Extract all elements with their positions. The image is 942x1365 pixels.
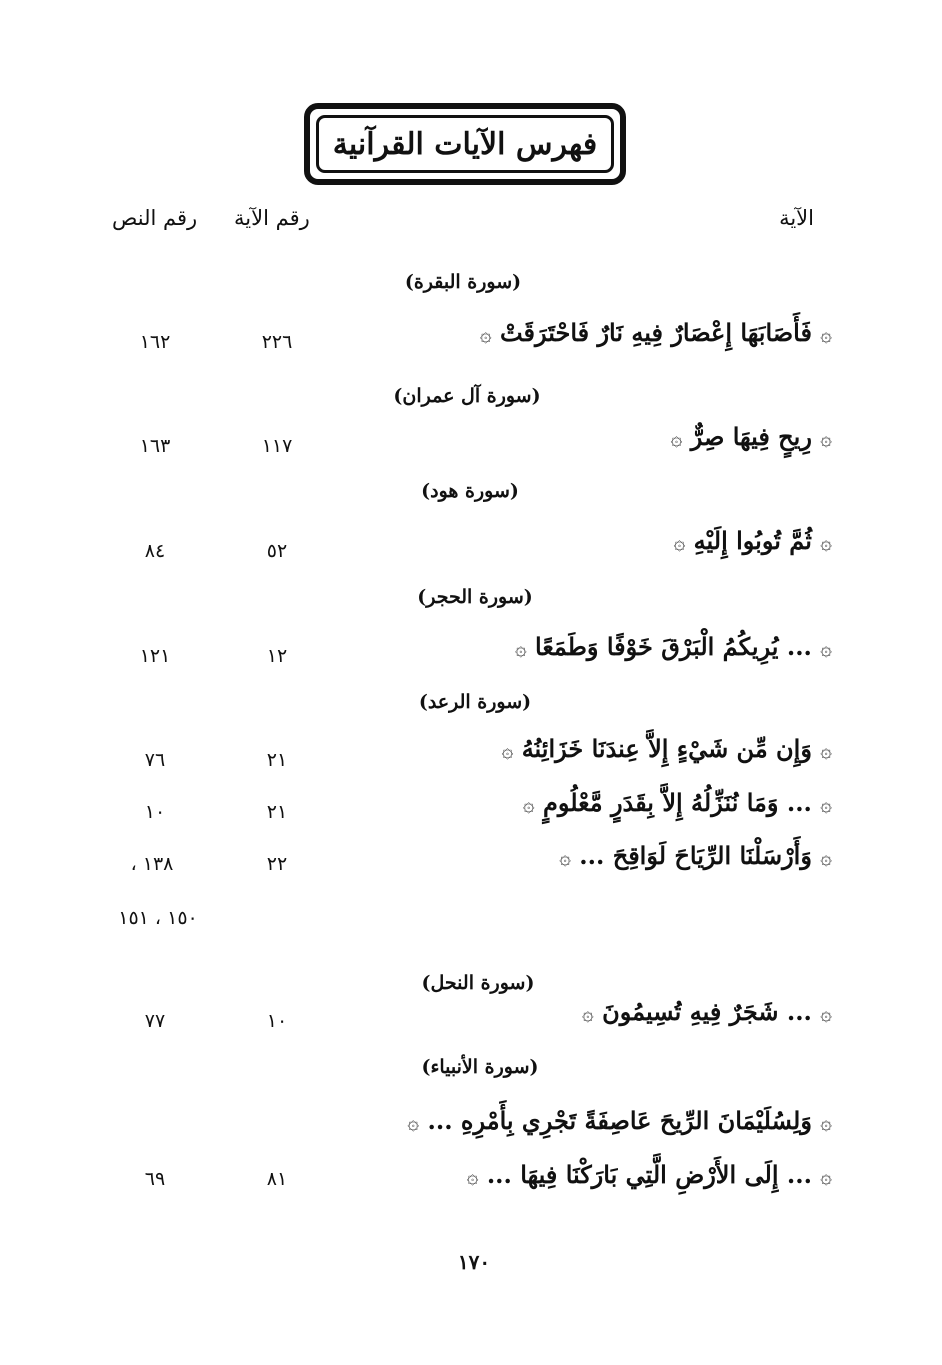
verse-line xyxy=(582,997,832,1026)
verse-line xyxy=(480,318,832,347)
verse-line xyxy=(674,526,832,555)
ornament-close-icon: ۞ xyxy=(501,738,514,762)
ayah-number: ١٢ xyxy=(266,645,288,667)
ornament-open-icon: ۞ xyxy=(820,1164,832,1188)
text-number: ١٦٢ xyxy=(139,331,171,353)
header-ayah-number: رقم الآية xyxy=(234,206,310,230)
verse-text: وَلِسُلَيْمَانَ الرِّيحَ عَاصِفَةً تَجْرِي بِأَمْرِهِ ... xyxy=(427,1106,812,1135)
ornament-open-icon: ۞ xyxy=(820,322,832,346)
ornament-close-icon: ۞ xyxy=(522,792,535,816)
verse-line xyxy=(515,632,832,661)
ornament-open-icon: ۞ xyxy=(820,1110,832,1134)
ornament-close-icon: ۞ xyxy=(582,1001,594,1025)
text-number: ١٢١ xyxy=(139,645,171,667)
surah-heading: (سورة البقرة) xyxy=(404,271,522,293)
ayah-number: ٨١ xyxy=(266,1168,288,1190)
verse-text: ثُمَّ تُوبُوا إِلَيْهِ xyxy=(693,526,812,555)
verse-text: ... شَجَرٌ فِيهِ تُسِيمُونَ xyxy=(602,997,812,1026)
verse-line xyxy=(523,788,832,817)
surah-heading: (سورة النحل) xyxy=(421,972,535,994)
text-number-continued: ١٥٠ ، ١٥١ xyxy=(118,907,198,929)
ornament-close-icon: ۞ xyxy=(514,636,527,660)
ornament-close-icon: ۞ xyxy=(559,845,571,869)
text-number: ٨٤ xyxy=(144,540,166,562)
text-number: ٧٧ xyxy=(144,1010,166,1032)
ayah-number: ٥٢ xyxy=(266,540,288,562)
ornament-close-icon: ۞ xyxy=(670,426,683,450)
ornament-open-icon: ۞ xyxy=(820,636,832,660)
ayah-number: ١٠ xyxy=(266,1010,288,1032)
ayah-number: ٢٢ xyxy=(266,853,288,875)
verse-line xyxy=(671,422,832,451)
text-number: ١٣٨ ، xyxy=(130,853,174,875)
verse-line xyxy=(502,734,832,763)
verse-line xyxy=(559,841,832,870)
ornament-close-icon: ۞ xyxy=(466,1164,479,1188)
verse-text: رِيحٍ فِيهَا صِرٌّ xyxy=(690,422,812,451)
ayah-number: ٢١ xyxy=(266,801,288,823)
text-number: ١٦٣ xyxy=(139,435,171,457)
surah-heading: (سورة الحجر) xyxy=(417,586,533,608)
ornament-open-icon: ۞ xyxy=(820,530,832,554)
ayah-number: ٢٢٦ xyxy=(261,331,293,353)
ornament-open-icon: ۞ xyxy=(820,738,832,762)
ornament-open-icon: ۞ xyxy=(820,426,832,450)
verse-line xyxy=(467,1160,832,1189)
ornament-close-icon: ۞ xyxy=(407,1110,420,1134)
page-number: ١٧٠ xyxy=(457,1250,491,1274)
ornament-close-icon: ۞ xyxy=(479,322,492,346)
verse-text: فَأَصَابَهَا إِعْصَارٌ فِيهِ نَارٌ فَاحْتَرَقَتْ xyxy=(499,318,812,347)
ayah-number: ١١٧ xyxy=(261,435,293,457)
header-ayah: الآية xyxy=(779,206,814,230)
text-number: ٦٩ xyxy=(144,1168,166,1190)
verse-text: ... وَمَا نُنَزِّلُهُ إِلاَّ بِقَدَرٍ مَّعْلُومٍ xyxy=(542,788,812,817)
header-text-number: رقم النص xyxy=(112,206,198,230)
surah-heading: (سورة هود) xyxy=(421,480,519,502)
ornament-open-icon: ۞ xyxy=(820,792,832,816)
text-number: ٧٦ xyxy=(144,749,166,771)
ornament-open-icon: ۞ xyxy=(820,1001,832,1025)
verse-text: وَأَرْسَلْنَا الرِّيَاحَ لَوَاقِحَ ... xyxy=(579,841,812,870)
surah-heading: (سورة آل عمران) xyxy=(393,385,541,407)
text-number: ١٠ xyxy=(144,801,166,823)
surah-heading: (سورة الرعد) xyxy=(418,691,532,713)
verse-text: ... يُرِيكُمُ الْبَرْقَ خَوْفًا وَطَمَعًا xyxy=(535,632,812,661)
verse-text: وَإِن مِّن شَيْءٍ إِلاَّ عِندَنَا خَزَائِنُهُ xyxy=(521,734,812,763)
ornament-open-icon: ۞ xyxy=(820,845,832,869)
ayah-number: ٢١ xyxy=(266,749,288,771)
ornament-close-icon: ۞ xyxy=(673,530,686,554)
verse-line xyxy=(407,1106,832,1135)
surah-heading: (سورة الأنبياء) xyxy=(421,1056,539,1078)
page-title: فهرس الآيات القرآنية xyxy=(316,115,614,173)
verse-text: ... إِلَى الأَرْضِ الَّتِي بَارَكْنَا فِيهَا ... xyxy=(486,1160,812,1189)
title-frame xyxy=(304,103,626,185)
